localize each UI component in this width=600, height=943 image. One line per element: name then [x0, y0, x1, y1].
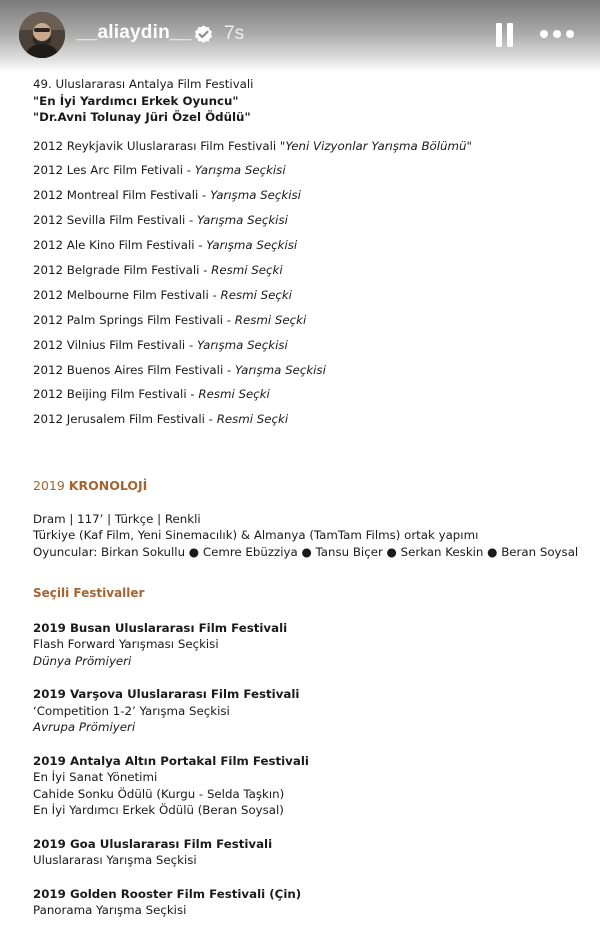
film-info-block	[33, 511, 578, 561]
festival-2019-detail: Cahide Sonku Ödülü (Kurgu - Selda Taşkın)	[33, 786, 285, 801]
avatar-photo-icon	[19, 12, 65, 58]
antalya-festival-line: 49. Uluslararası Antalya Film Festivali	[33, 77, 254, 91]
festival-2012-item: 2012 Jerusalem Film Festivali - Resmi Seçki	[33, 412, 289, 427]
festival-2019-detail: Uluslararası Yarışma Seçkisi	[33, 853, 197, 868]
film-production-info: Türkiye (Kaf Film, Yeni Sinemacılık) & Almanya (TamTam Films) ortak yapımı	[33, 528, 479, 543]
festival-2012-item: 2012 Buenos Aires Film Festivali - Yarışma Seçkisi	[33, 362, 326, 377]
festival-2019-premiere: Dünya Prömiyeri	[33, 653, 132, 668]
pause-icon[interactable]	[496, 23, 514, 47]
festival-2012-item: 2012 Montreal Film Festivali - Yarışma Seçkisi	[33, 188, 301, 203]
festival-2012-item: 2012 Beijing Film Festivali - Resmi Seçki	[33, 387, 270, 402]
festival-2019-golden-rooster	[33, 886, 578, 919]
festival-2012-item: 2012 Vilnius Film Festivali - Yarışma Seçkisi	[33, 337, 288, 352]
festival-2012-item: 2012 Palm Springs Film Festivali - Resmi Seçki	[33, 312, 307, 327]
festival-2019-busan	[33, 620, 578, 670]
kronoloji-heading: 2019 KRONOLOJİ	[33, 478, 148, 494]
festival-2019-warsaw	[33, 686, 578, 736]
avatar[interactable]	[19, 12, 65, 58]
antalya-award-block	[33, 76, 578, 126]
story-header	[0, 0, 600, 72]
festival-2019-detail: Panorama Yarışma Seçkisi	[33, 903, 187, 918]
festival-2019-detail: Flash Forward Yarışması Seçkisi	[33, 637, 219, 652]
film-genre-info: Dram | 117’ | Türkçe | Renkli	[33, 511, 201, 526]
festival-2019-title: 2019 Golden Rooster Film Festivali (Çin)	[33, 886, 302, 901]
award-best-supporting-actor: "En İyi Yardımcı Erkek Oyuncu"	[33, 93, 239, 108]
festival-2019-antalya	[33, 753, 578, 819]
festival-2019-title: 2019 Goa Uluslararası Film Festivali	[33, 836, 273, 851]
festival-2019-title: 2019 Varşova Uluslararası Film Festivali	[33, 687, 300, 702]
festival-2012-item: 2012 Sevilla Film Festivali - Yarışma Seçkisi	[33, 213, 288, 228]
award-jury-special: "Dr.Avni Tolunay Jüri Özel Ödülü"	[33, 110, 251, 124]
festival-2012-item: 2012 Reykjavik Uluslararası Film Festivali "Yeni Vizyonlar Yarışma Bölümü"	[33, 138, 472, 153]
festival-2019-premiere: Avrupa Prömiyeri	[33, 720, 136, 735]
festival-2012-item: 2012 Ale Kino Film Festivali - Yarışma Seçkisi	[33, 238, 298, 253]
film-cast-info: Oyuncular: Birkan Sokullu ● Cemre Ebüzziya ● Tansu Biçer ● Serkan Keskin ● Beran Soysal	[33, 544, 579, 559]
festival-2019-detail: En İyi Yardımcı Erkek Ödülü (Beran Soysal)	[33, 803, 284, 818]
festival-2012-item: 2012 Belgrade Film Festivali - Resmi Seçki	[33, 262, 283, 277]
festival-2019-goa	[33, 836, 578, 869]
more-options-icon[interactable]	[540, 30, 574, 40]
story-content	[33, 76, 578, 936]
selected-festivals-heading: Seçili Festivaller	[33, 586, 145, 601]
story-timestamp: 7s	[224, 23, 245, 44]
festivals-2012-list	[33, 134, 578, 433]
festival-2019-title: 2019 Busan Uluslararası Film Festivali	[33, 620, 288, 635]
username[interactable]: __aliaydin__	[76, 22, 192, 43]
festival-2019-detail: En İyi Sanat Yönetimi	[33, 770, 158, 785]
festival-2012-item: 2012 Melbourne Film Festivali - Resmi Seçki	[33, 287, 292, 302]
festival-2012-item: 2012 Les Arc Film Fetivali - Yarışma Seçkisi	[33, 163, 286, 178]
festival-2019-title: 2019 Antalya Altın Portakal Film Festivali	[33, 753, 309, 768]
festival-2019-detail: ‘Competition 1-2’ Yarışma Seçkisi	[33, 703, 230, 718]
verified-badge-icon	[193, 24, 214, 45]
